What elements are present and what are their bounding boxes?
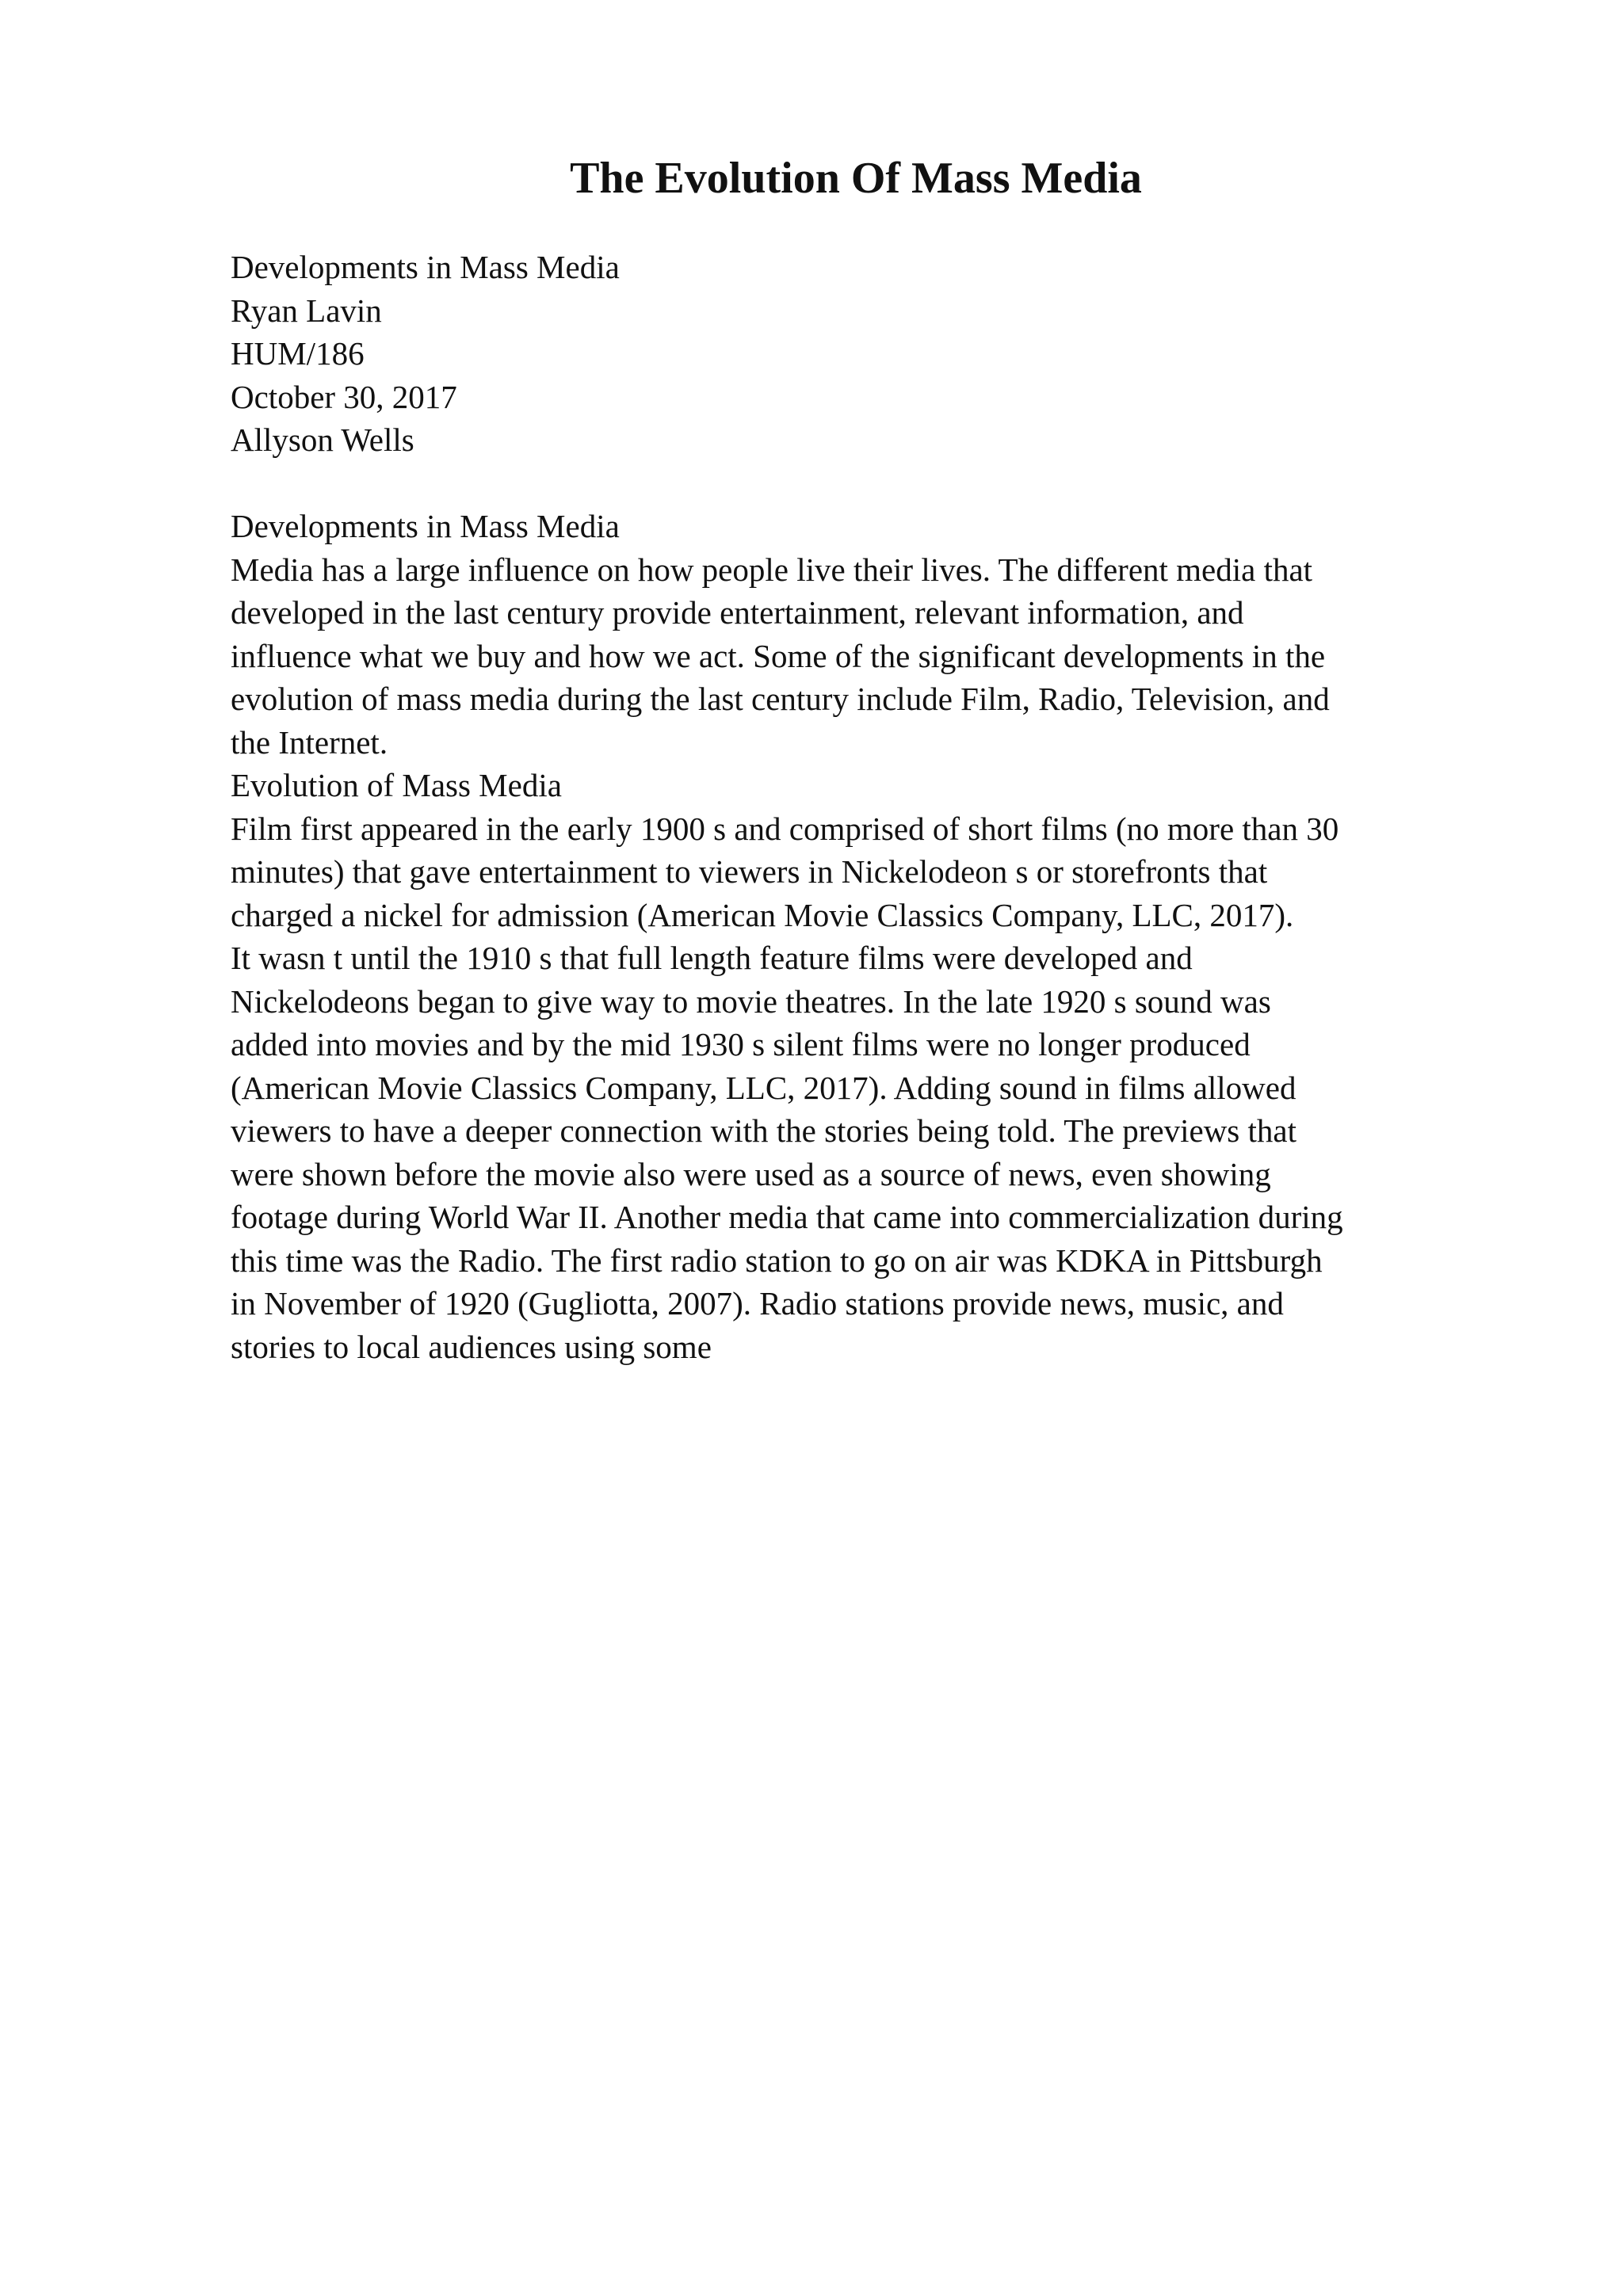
body-line: in November of 1920 (Gugliotta, 2007). Radio stations provide news, music, and: [231, 1285, 1284, 1322]
document-body: [231, 246, 1546, 1368]
body-line: It wasn t until the 1910 s that full length feature films were developed and: [231, 940, 1193, 976]
body-line: Nickelodeons began to give way to movie theatres. In the late 1920 s sound was: [231, 982, 1271, 1020]
header-author: Ryan Lavin: [231, 292, 382, 329]
paragraph-spacer: [231, 462, 1546, 505]
body-line: were shown before the movie also were used as a source of news, even showing: [231, 1155, 1271, 1192]
body-line: (American Movie Classics Company, LLC, 2017). Adding sound in films allowed: [231, 1069, 1296, 1106]
body-line: this time was the Radio. The first radio station to go on air was KDKA in Pittsburgh: [231, 1241, 1323, 1279]
body-line: the Internet.: [231, 723, 388, 761]
body-line: Film first appeared in the early 1900 s and comprised of short films (no more than 30: [231, 810, 1339, 847]
body-line: evolution of mass media during the last century include Film, Radio, Television, and: [231, 681, 1330, 717]
header-date: October 30, 2017: [231, 378, 457, 415]
header-instructor: Allyson Wells: [231, 421, 414, 458]
body-line: charged a nickel for admission (American Movie Classics Company, LLC, 2017).: [231, 896, 1294, 933]
document-title: The Evolution Of Mass Media: [570, 154, 1142, 203]
body-line: stories to local audiences using some: [231, 1328, 712, 1365]
header-course: HUM/186: [231, 335, 365, 372]
section-heading-evolution: Evolution of Mass Media: [231, 767, 562, 803]
body-line: added into movies and by the mid 1930 s silent films were no longer produced: [231, 1026, 1251, 1062]
section-heading-developments: Developments in Mass Media: [231, 508, 620, 544]
body-line: influence what we buy and how we act. Some of the significant developments in the: [231, 637, 1326, 674]
body-line: minutes) that gave entertainment to viewers in Nickelodeon s or storefronts that: [231, 853, 1268, 890]
body-line: footage during World War II. Another media that came into commercialization during: [231, 1199, 1343, 1235]
body-line: Media has a large influence on how people live their lives. The different media that: [231, 551, 1313, 588]
body-line: developed in the last century provide entertainment, relevant information, and: [231, 594, 1244, 631]
body-line: viewers to have a deeper connection with the stories being told. The previews that: [231, 1112, 1296, 1149]
header-subject: Developments in Mass Media: [231, 249, 620, 285]
